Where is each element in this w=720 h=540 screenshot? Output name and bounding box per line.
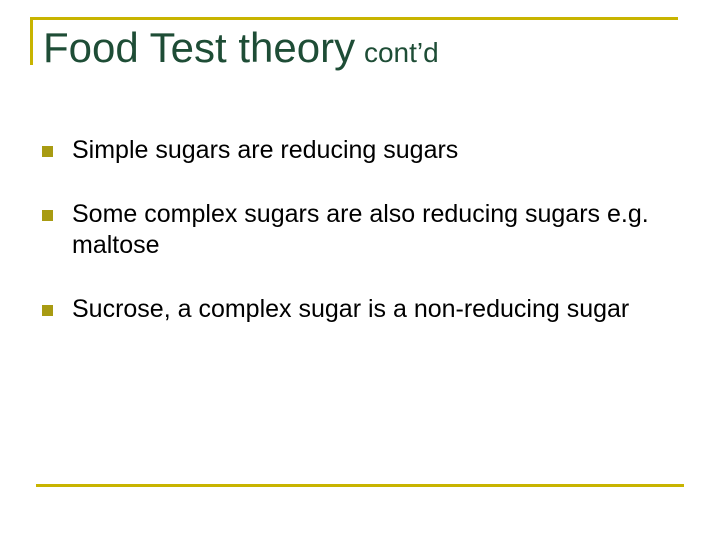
- bullet-text: Some complex sugars are also reducing sugars e.g. maltose: [72, 200, 649, 259]
- frame-left-rule: [30, 17, 33, 65]
- square-bullet-icon: [42, 210, 53, 221]
- slide-title: [43, 24, 439, 71]
- square-bullet-icon: [42, 305, 53, 316]
- bullet-item: [42, 294, 682, 325]
- slide-title-main: Food Test theory: [43, 24, 356, 71]
- bullet-list: [42, 135, 682, 358]
- bullet-text: Sucrose, a complex sugar is a non-reducing sugar: [72, 295, 630, 323]
- frame-bottom-rule: [36, 484, 684, 487]
- frame-top-rule: [30, 17, 678, 20]
- slide-title-suffix: cont’d: [363, 37, 439, 68]
- bullet-item: [42, 135, 682, 166]
- bullet-text: Simple sugars are reducing sugars: [72, 136, 459, 164]
- square-bullet-icon: [42, 146, 53, 157]
- bullet-item: [42, 199, 682, 261]
